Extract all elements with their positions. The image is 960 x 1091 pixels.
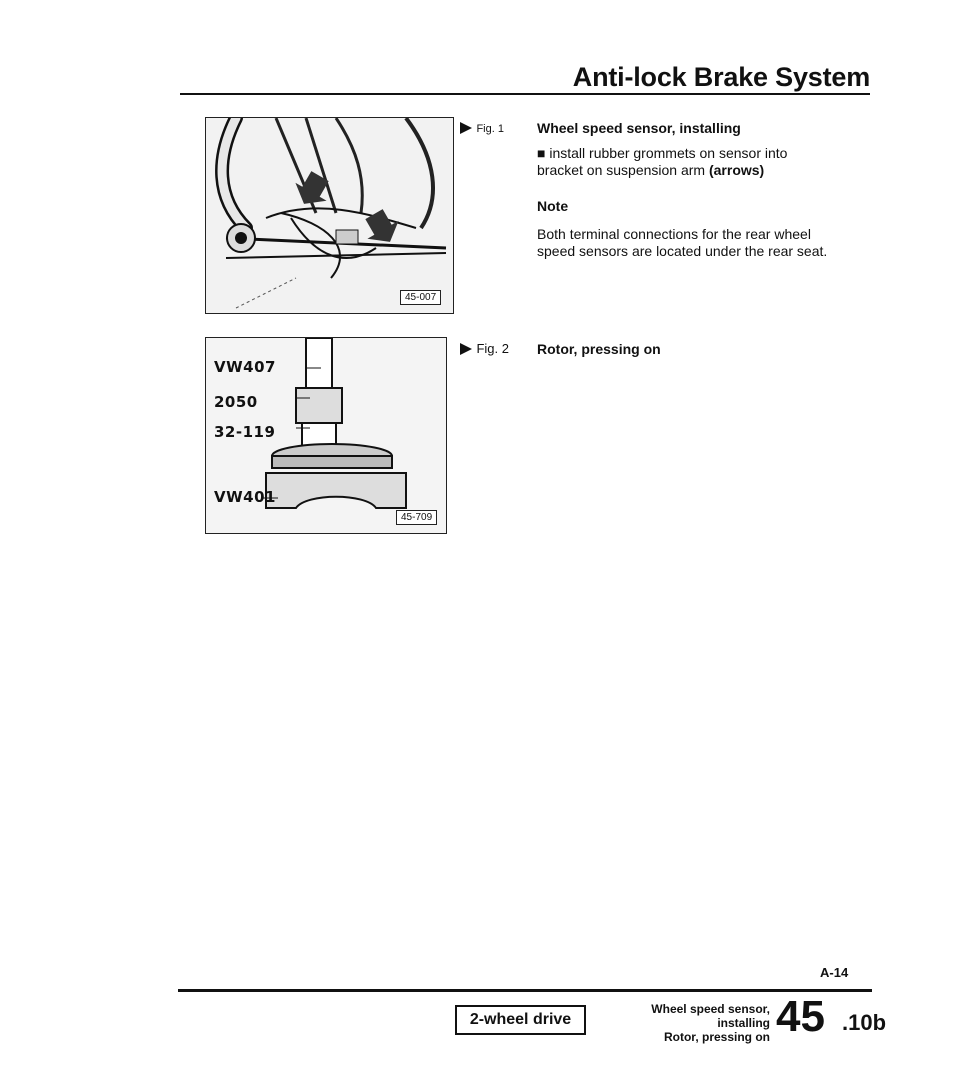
section-number: 45 — [776, 992, 825, 1041]
figure-2-code: 45-709 — [396, 510, 437, 525]
tool-label-2050: 2050 — [214, 393, 258, 411]
drive-variant-badge: 2-wheel drive — [455, 1005, 586, 1035]
header-rule — [180, 93, 870, 95]
pointer-arrow-icon — [460, 343, 472, 355]
figure-1-title: Wheel speed sensor, installing — [537, 120, 741, 136]
figure-2-number: Fig. 2 — [476, 341, 509, 356]
footer-rule — [178, 989, 872, 992]
figure-2-illustration — [205, 337, 447, 534]
figure-1-bullet-emphasis: (arrows) — [708, 162, 765, 178]
wheel-sensor-drawing — [206, 118, 453, 313]
figure-1-code: 45-007 — [400, 290, 441, 305]
tool-label-32-119: 32-119 — [214, 423, 276, 441]
figure-1-tag — [460, 119, 504, 137]
page-id: A-14 — [820, 965, 849, 980]
note-text: Both terminal connections for the rear wheel speed sensors are located under the rear seat. — [537, 226, 828, 259]
footer-topic: Rotor, pressing on — [663, 1030, 770, 1044]
figure-1-bullet — [537, 145, 837, 179]
footer-topic: Wheel speed sensor, installing — [651, 1002, 770, 1030]
tool-label-vw401: VW401 — [214, 488, 276, 506]
figure-2-tag — [460, 340, 509, 358]
footer-topics — [600, 1002, 770, 1044]
bullet-square-icon: ■ — [537, 145, 546, 161]
figure-1-number: Fig. 1 — [476, 123, 504, 135]
figure-1-bullet-text: install rubber grommets on sensor into bracket on suspension arm — [537, 145, 788, 178]
figure-2-title: Rotor, pressing on — [537, 341, 661, 357]
page-title: Anti-lock Brake System — [572, 62, 870, 92]
section-suffix: .10b — [842, 1010, 887, 1035]
tool-label-vw407: VW407 — [214, 358, 276, 376]
pointer-arrow-icon — [460, 122, 472, 134]
note-heading: Note — [537, 198, 569, 214]
figure-1-illustration — [205, 117, 454, 314]
